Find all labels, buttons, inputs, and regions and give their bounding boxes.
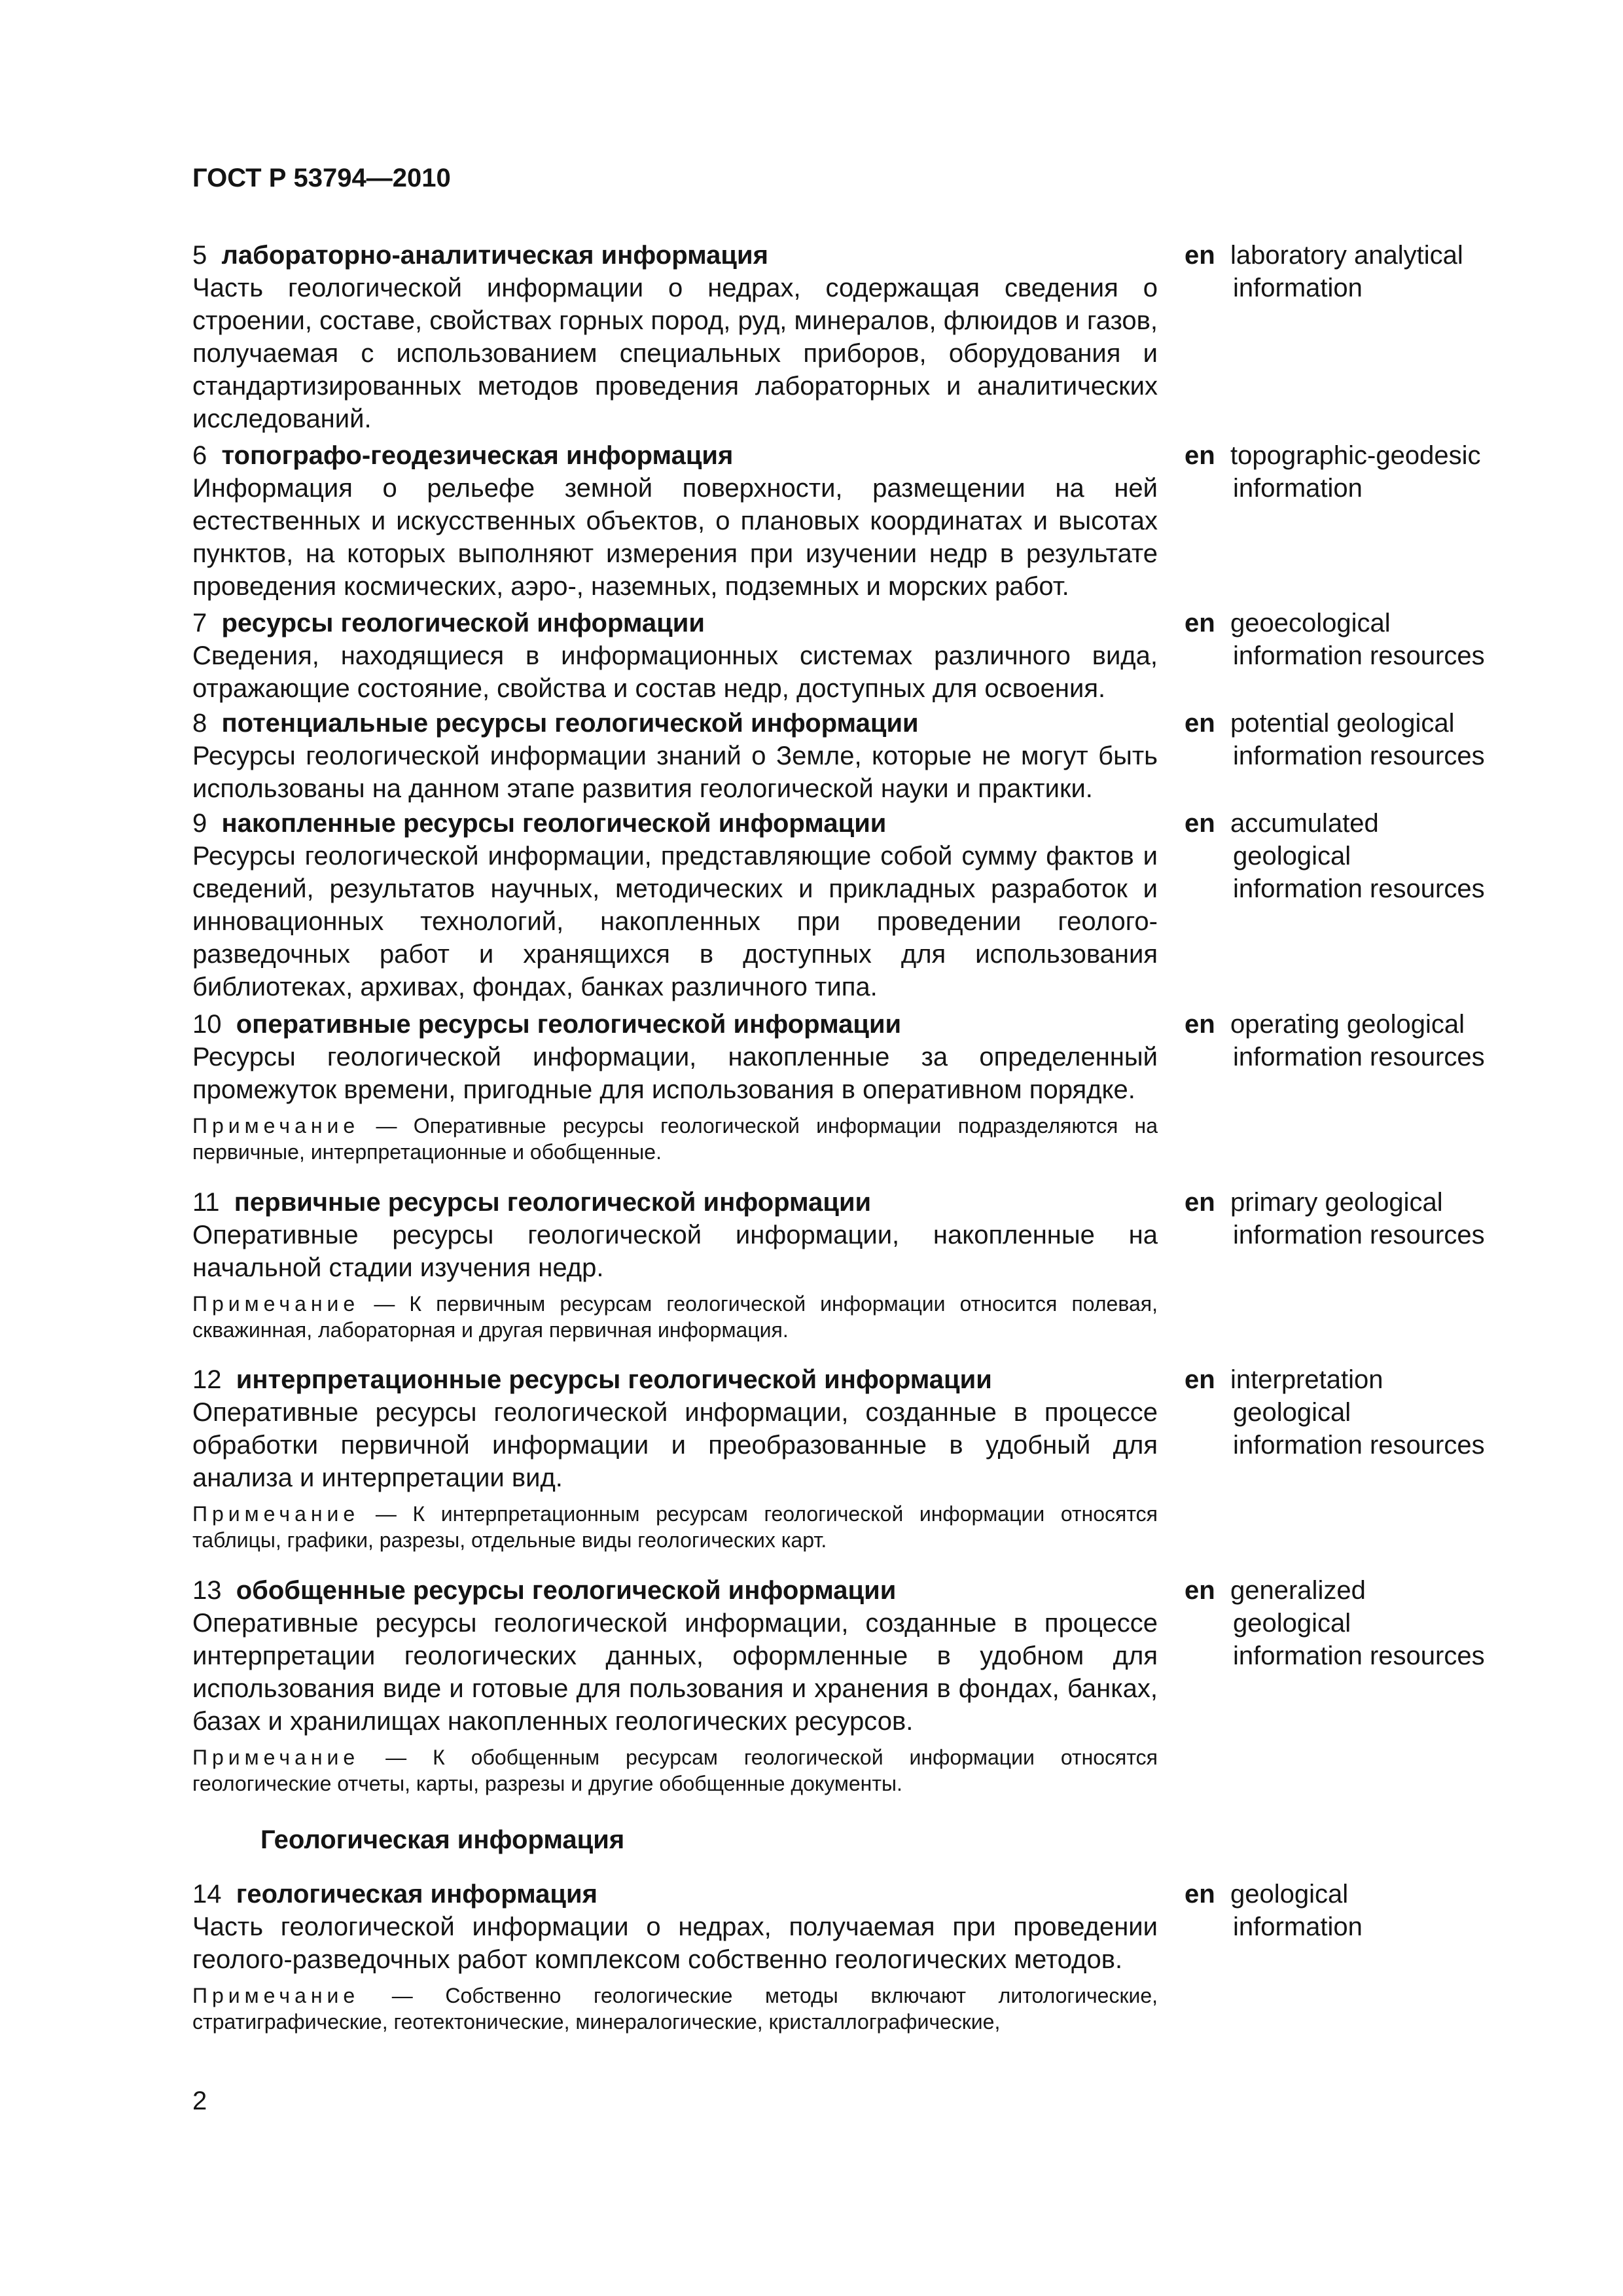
note-label: Примечание <box>192 1502 360 1526</box>
term-definition: Оперативные ресурсы геологической информации, созданные в процессе интерпретации геологических данных, оформленные в удобном для использования виде и готовые для пользования и хранения в фондах, банках, базах и хранилищах накопленных геологических ресурсов. <box>192 1609 1158 1736</box>
term-note <box>192 1501 1158 1553</box>
term-en <box>1185 1878 1525 1943</box>
term-definition: Оперативные ресурсы геологической информации, созданные в процессе обработки первичной информации и преобразованные в удобный для анализа и интерпретации вид. <box>192 1398 1158 1492</box>
term-definition: Часть геологической информации о недрах, содержащая сведения о строении, составе, свойствах горных пород, руд, минералов, флюидов и газов, получаемая с использованием специальных приборов, оборудования и стандартизированных методов проведения лабораторных и аналитических исследований. <box>192 274 1158 433</box>
term-name: ресурсы геологической информации <box>221 609 705 637</box>
term-en <box>1185 1186 1525 1251</box>
en-line: en potential geological <box>1185 707 1525 740</box>
en-line: geological <box>1233 1398 1351 1427</box>
term-definition: Ресурсы геологической информации, накопленные за определенный промежуток времени, пригодные для использования в оперативном порядке. <box>192 1043 1158 1104</box>
en-line: en generalized <box>1185 1574 1525 1607</box>
term-number: 8 <box>192 709 207 738</box>
term-en <box>1185 439 1525 505</box>
term-name: накопленные ресурсы геологической информации <box>221 809 887 838</box>
en-line: information resources <box>1233 874 1485 903</box>
section-heading: Геологическая информация <box>260 1825 625 1854</box>
en-line: information <box>1233 1912 1363 1941</box>
term-ru <box>192 1878 1158 2035</box>
term-number: 9 <box>192 809 207 838</box>
term-ru <box>192 707 1158 805</box>
en-line: en operating geological <box>1185 1008 1525 1041</box>
term-name: обобщенные ресурсы геологической информации <box>236 1576 897 1605</box>
term-definition: Оперативные ресурсы геологической информации, накопленные на начальной стадии изучения недр. <box>192 1221 1158 1282</box>
term-definition: Ресурсы геологической информации, представляющие собой сумму фактов и сведений, результатов научных, методических и прикладных разработок и инновационных технологий, накопленных при проведении геолого-разведочных работ и хранящихся в доступных для использования библиотеках, архивах, фондах, банках различного типа. <box>192 842 1158 1001</box>
note-text: — Оперативные ресурсы геологической информации подразделяются на первичные, интерпретационные и обобщенные. <box>192 1114 1158 1164</box>
en-line: information resources <box>1233 641 1485 670</box>
term-heading <box>192 439 1158 472</box>
note-label: Примечание <box>192 1292 360 1316</box>
en-line: geological <box>1233 1609 1351 1638</box>
term-name: лабораторно-аналитическая информация <box>221 241 768 270</box>
term-ru <box>192 807 1158 1003</box>
en-line: information resources <box>1233 1431 1485 1460</box>
term-heading <box>192 1363 1158 1396</box>
en-line: en topographic-geodesic <box>1185 439 1525 472</box>
term-note <box>192 1291 1158 1343</box>
en-code: en <box>1185 241 1215 270</box>
en-code: en <box>1185 441 1215 470</box>
term-definition: Часть геологической информации о недрах, получаемая при проведении геолого-разведочных работ комплексом собственно геологических методов. <box>192 1912 1158 1974</box>
term-heading <box>192 1574 1158 1607</box>
term-definition: Ресурсы геологической информации знаний о Земле, которые не могут быть использованы на данном этапе развития геологической науки и практики. <box>192 742 1158 803</box>
term-name: потенциальные ресурсы геологической информации <box>221 709 919 738</box>
en-line: en geological <box>1185 1878 1525 1910</box>
term-number: 13 <box>192 1576 222 1605</box>
en-line: en geoecological <box>1185 607 1525 639</box>
en-line: en primary geological <box>1185 1186 1525 1219</box>
note-text: — К интерпретационным ресурсам геологической информации относятся таблицы, графики, разрезы, отдельные виды геологических карт. <box>192 1502 1158 1552</box>
en-code: en <box>1185 709 1215 738</box>
term-number: 7 <box>192 609 207 637</box>
term-en <box>1185 607 1525 672</box>
term-heading <box>192 807 1158 840</box>
page-number: 2 <box>192 2087 207 2115</box>
term-name: первичные ресурсы геологической информации <box>234 1188 872 1217</box>
term-ru <box>192 607 1158 705</box>
en-line: information <box>1233 274 1363 302</box>
note-text: — К обобщенным ресурсам геологической информации относятся геологические отчеты, карты, разрезы и другие обобщенные документы. <box>192 1746 1158 1795</box>
en-line: en accumulated <box>1185 807 1525 840</box>
term-en <box>1185 1008 1525 1073</box>
term-definition: Сведения, находящиеся в информационных системах различного вида, отражающие состояние, свойства и состав недр, доступных для освоения. <box>192 641 1158 703</box>
term-ru <box>192 1363 1158 1553</box>
term-name: оперативные ресурсы геологической информации <box>236 1010 902 1039</box>
term-note <box>192 1113 1158 1165</box>
term-number: 11 <box>192 1188 220 1217</box>
term-number: 10 <box>192 1010 222 1039</box>
term-en <box>1185 707 1525 772</box>
term-ru <box>192 239 1158 435</box>
en-line: information resources <box>1233 1221 1485 1249</box>
term-note <box>192 1744 1158 1797</box>
note-label: Примечание <box>192 1746 360 1769</box>
en-code: en <box>1185 1880 1215 1909</box>
en-code: en <box>1185 609 1215 637</box>
term-heading <box>192 707 1158 740</box>
document-header: ГОСТ Р 53794—2010 <box>192 164 451 192</box>
term-ru <box>192 439 1158 603</box>
term-definition: Информация о рельефе земной поверхности, размещении на ней естественных и искусственных объектов, о плановых координатах и высотах пунктов, на которых выполняют измерения при изучении недр в результате проведения космических, аэро-, наземных, подземных и морских работ. <box>192 474 1158 601</box>
term-heading <box>192 1878 1158 1910</box>
en-line: information resources <box>1233 1043 1485 1071</box>
term-heading <box>192 239 1158 272</box>
term-ru <box>192 1008 1158 1165</box>
note-label: Примечание <box>192 1114 360 1138</box>
term-name: топографо-геодезическая информация <box>221 441 734 470</box>
term-number: 14 <box>192 1880 222 1909</box>
en-line: information resources <box>1233 742 1485 770</box>
term-name: интерпретационные ресурсы геологической информации <box>236 1365 992 1394</box>
term-en <box>1185 239 1525 304</box>
term-en <box>1185 807 1525 905</box>
note-text: — Собственно геологические методы включают литологические, стратиграфические, геотектонические, минералогические, кристаллографические, <box>192 1984 1158 2034</box>
term-en <box>1185 1363 1525 1462</box>
en-line: geological <box>1233 842 1351 870</box>
en-line: information resources <box>1233 1641 1485 1670</box>
en-code: en <box>1185 1188 1215 1217</box>
note-text: — К первичным ресурсам геологической информации относится полевая, скважинная, лабораторная и другая первичная информация. <box>192 1292 1158 1342</box>
term-number: 6 <box>192 441 207 470</box>
term-en <box>1185 1574 1525 1672</box>
en-code: en <box>1185 809 1215 838</box>
en-code: en <box>1185 1576 1215 1605</box>
term-note <box>192 1982 1158 2035</box>
en-line: en laboratory analytical <box>1185 239 1525 272</box>
term-ru <box>192 1574 1158 1797</box>
term-number: 12 <box>192 1365 222 1394</box>
en-line: en interpretation <box>1185 1363 1525 1396</box>
term-heading <box>192 1186 1158 1219</box>
term-heading <box>192 1008 1158 1041</box>
en-code: en <box>1185 1365 1215 1394</box>
en-line: information <box>1233 474 1363 503</box>
term-number: 5 <box>192 241 207 270</box>
term-name: геологическая информация <box>236 1880 597 1909</box>
term-heading <box>192 607 1158 639</box>
term-ru <box>192 1186 1158 1343</box>
note-label: Примечание <box>192 1984 360 2007</box>
en-code: en <box>1185 1010 1215 1039</box>
